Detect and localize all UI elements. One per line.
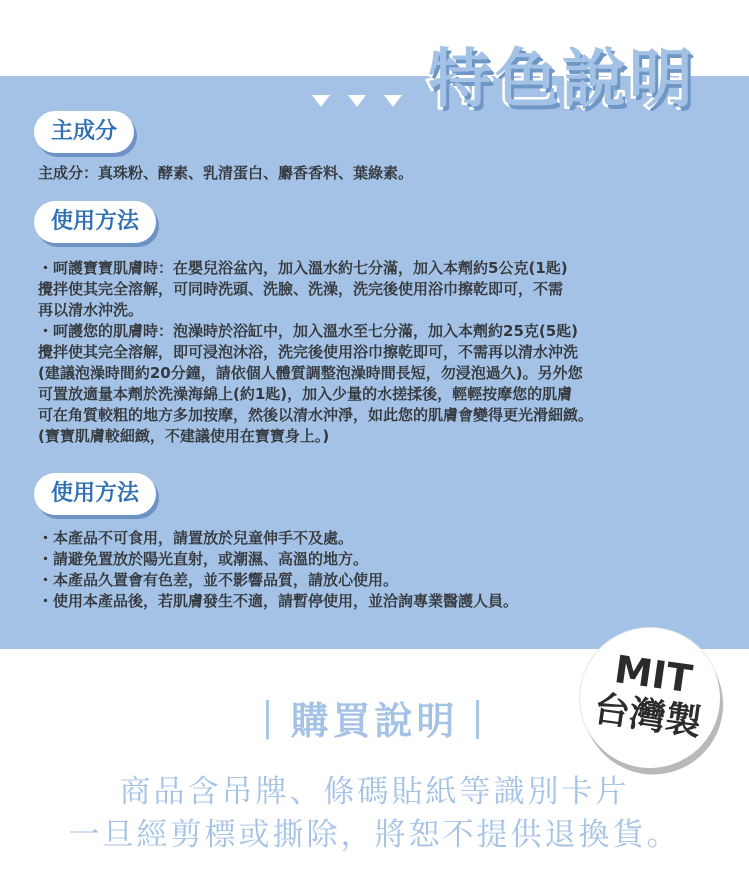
usage-line: 再以清水沖洗。 [38, 301, 144, 319]
section-label-usage: 使用方法 [34, 201, 156, 243]
caution-line: ・本產品不可食用，請置放於兒童伸手不及處。 [38, 529, 354, 547]
usage-line: (寶寶肌膚較細緻，不建議使用在寶寶身上。) [38, 427, 330, 445]
caution-line: ・本產品久置會有色差，並不影響品質，請放心使用。 [38, 571, 399, 589]
section-label-cautions: 使用方法 [34, 473, 156, 515]
usage-line: ・呵護您的肌膚時：泡澡時於浴缸中，加入溫水至七分滿，加入本劑約25克(5匙) [38, 322, 579, 340]
caution-line: ・使用本產品後，若肌膚發生不適，請暫停使用，並洽詢專業醫護人員。 [38, 592, 519, 610]
caution-line: ・請避免置放於陽光直射，或潮濕、高溫的地方。 [38, 550, 369, 568]
ingredients-line: 主成分：真珠粉、酵素、乳清蛋白、麝香香料、葉綠素。 [38, 164, 414, 182]
usage-line: 攪拌使其完全溶解，可同時洗頭、洗臉、洗澡，洗完後使用浴巾擦乾即可，不需 [38, 280, 564, 298]
usage-line: ・呵護寶寶肌膚時：在嬰兒浴盆內，加入溫水約七分滿，加入本劑約5公克(1匙) [38, 259, 568, 277]
usage-text [38, 258, 593, 447]
title-arrows [312, 95, 402, 107]
purchase-line: 一旦經剪標或撕除，將恕不提供退換貨。 [68, 817, 681, 853]
usage-line: 可置放適量本劑於洗澡海綿上(約1匙)，加入少量的水搓揉後，輕輕按摩您的肌膚 [38, 385, 573, 403]
badge-taiwan-text: 台灣製 [591, 688, 704, 745]
usage-line: (建議泡澡時間約20分鐘，請依個人體質調整泡澡時間長短，勿浸泡過久)。另外您 [38, 364, 583, 382]
arrow-down-icon [312, 95, 330, 107]
purchase-title: ｜購買說明｜ [248, 699, 501, 743]
section-label-ingredients: 主成分 [34, 111, 134, 153]
page-title: 特色說明 [428, 43, 696, 117]
badge-mit-text: MIT [611, 647, 695, 702]
purchase-line: 商品含吊牌、條碼貼紙等識別卡片 [119, 774, 630, 810]
arrow-down-icon [348, 95, 366, 107]
usage-line: 攪拌使其完全溶解，即可浸泡沐浴，洗完後使用浴巾擦乾即可，不需再以清水沖洗 [38, 343, 579, 361]
usage-line: 可在角質較粗的地方多加按摩，然後以清水沖淨，如此您的肌膚會變得更光滑細緻。 [38, 406, 594, 424]
ingredients-text [38, 163, 413, 184]
arrow-down-icon [384, 95, 402, 107]
cautions-text [38, 528, 518, 612]
